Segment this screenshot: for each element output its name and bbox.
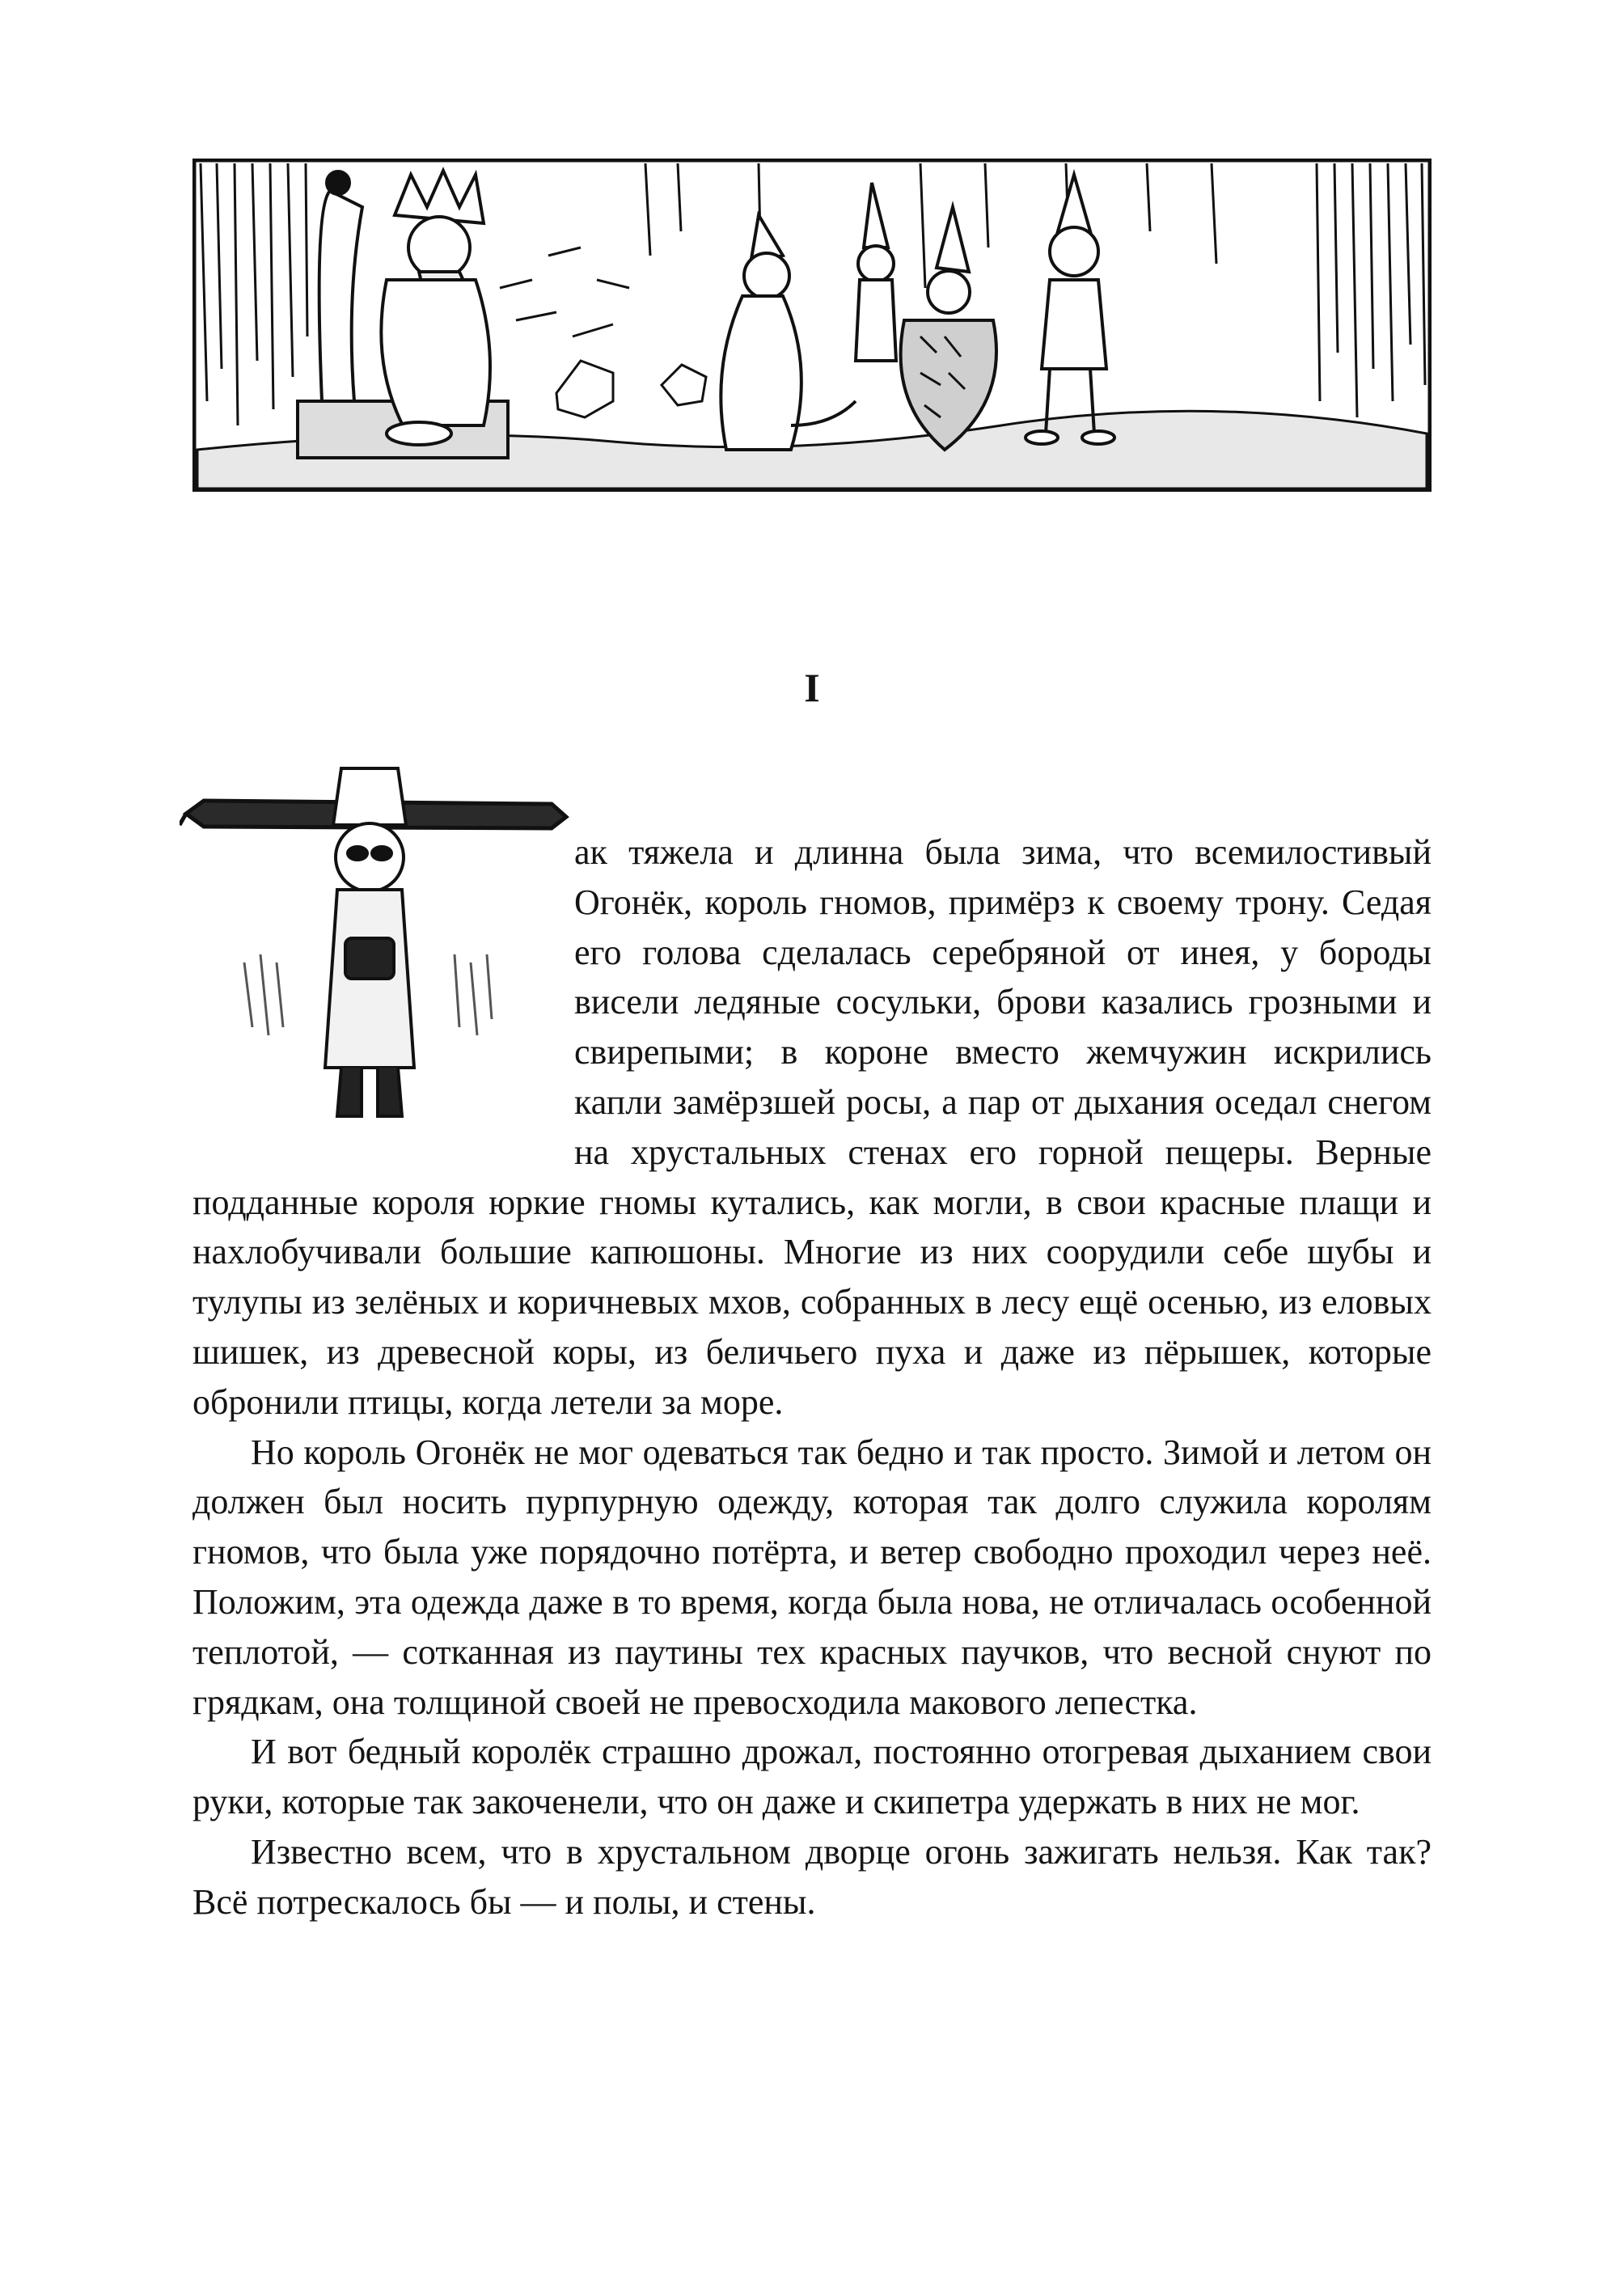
- chapter-number: I: [804, 665, 820, 710]
- frozen-throne-scene-illustration: [192, 159, 1432, 492]
- dropcap-spacer: [192, 827, 574, 1157]
- body-text: [192, 827, 1432, 1927]
- header-illustration: [192, 159, 1432, 492]
- paragraph: ак тяжела и длинна была зима, что всемилостивый Огонёк, король гномов, примёрз к своему трону. Седая его голова сделалась серебряной от инея, у бороды висели ледяные сосульки, брови казались грозными и свирепыми; в короне вместо жемчужин искрились капли замёрзшей росы, а пар от дыхания оседал снегом на хрустальных стенах его горной пещеры. Верные подданные короля юркие гномы кутались, как могли, в свои красные плащи и нахлобучивали большие капюшоны. Многие из них соорудили себе шубы и тулупы из зелёных и коричневых мхов, собранных в лесу ещё осенью, из еловых шишек, из древесной коры, из беличьего пуха и даже из пёрышек, которые обронили птицы, когда летели за море.: [192, 832, 1432, 1422]
- paragraph: Известно всем, что в хрустальном дворце огонь зажигать нельзя. Как так? Всё потрескалось бы — и полы, и стены.: [192, 1831, 1432, 1922]
- paragraph: Но король Огонёк не мог одеваться так бедно и так просто. Зимой и летом он должен был носить пурпурную одежду, которая так долго служила королям гномов, что была уже порядочно потёрта, и ветер свободно проходил через неё. Положим, эта одежда даже в то время, когда была нова, не отличалась особенной теплотой, — сотканная из паутины тех красных паучков, что весной снуют по грядкам, она толщиной своей не превосходила макового лепестка.: [192, 1432, 1432, 1722]
- paragraph: И вот бедный королёк страшно дрожал, постоянно отогревая дыханием свои руки, которые так закоченели, что он даже и скипетра удержать в них не мог.: [192, 1732, 1432, 1822]
